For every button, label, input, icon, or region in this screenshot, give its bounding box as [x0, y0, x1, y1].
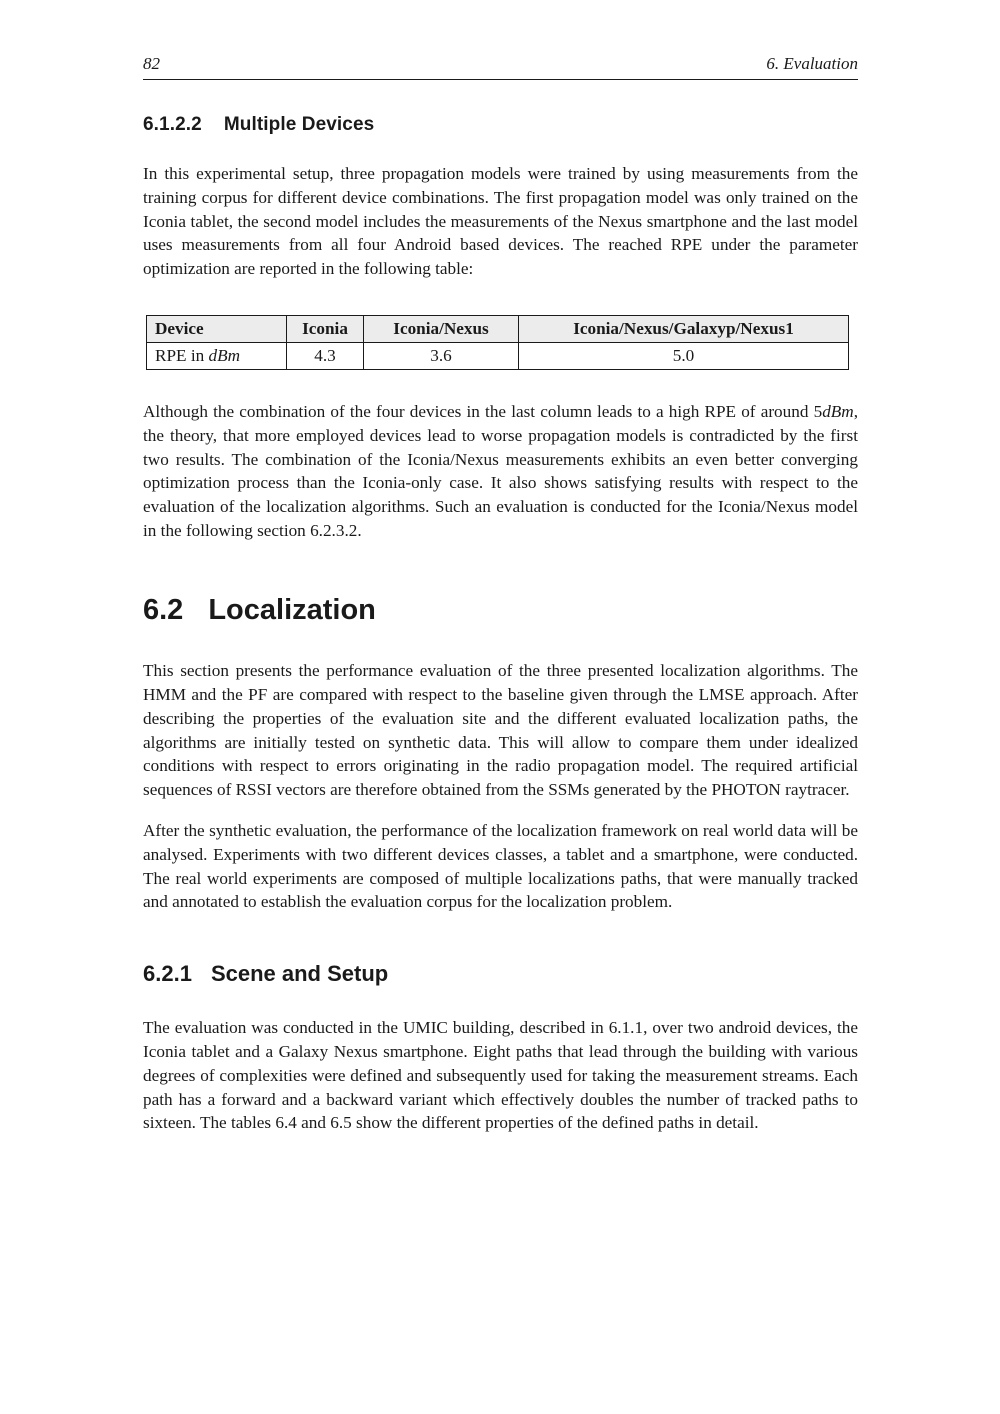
- chapter-title: 6. Evaluation: [766, 54, 858, 73]
- table-value-iconia-nexus: 3.6: [364, 342, 519, 369]
- table-header-device: Device: [147, 315, 287, 342]
- unit-dbm: dBm: [208, 345, 240, 365]
- section-number: 6.1.2.2: [143, 114, 202, 135]
- table-header-row: [147, 315, 849, 342]
- table-value-all-devices: 5.0: [519, 342, 849, 369]
- paragraph-evaluation-building: The evaluation was conducted in the UMIC building, described in 6.1.1, over two android devices, the Iconia tablet and a Galaxy Nexus smartphone. Eight paths that lead through the building with various degrees of complexities were defined and subsequently used for taking the measurement streams. Each path has a forward and a backward variant which effectively doubles the number of tracked paths to sixteen. The tables 6.4 and 6.5 show the different properties of the defined paths in detail.: [143, 1018, 858, 1133]
- section-number: 6.2: [143, 593, 184, 626]
- running-header: [143, 54, 858, 80]
- section-title: Localization: [208, 593, 376, 626]
- page-content: [143, 0, 858, 1135]
- paragraph-real-world: After the synthetic evaluation, the performance of the localization framework on real world data will be analysed. Experiments with two different devices classes, a tablet and a smartphone, were conducted. The real world experiments are composed of multiple localizations paths, that were manually tracked and annotated to establish the evaluation corpus for the localization problem.: [143, 820, 858, 912]
- paragraph-rpe-discussion: Although the combination of the four devices in the last column leads to a high RPE of around 5dBm, the theory, that more employed devices lead to worse propagation models is contradicted by the first two results. The combination of the Iconia/Nexus measurements exhibits an even better converging optimization process than the Iconia-only case. It also shows satisfying results with respect to the evaluation of the localization algorithms. Such an evaluation is conducted for the Iconia/Nexus model in the following section 6.2.3.2.: [143, 401, 858, 540]
- table-header-iconia-nexus: Iconia/Nexus: [364, 315, 519, 342]
- section-number: 6.2.1: [143, 961, 192, 987]
- paragraph-localization-intro: This section presents the performance evaluation of the three presented localization algorithms. The HMM and the PF are compared with respect to the baseline given through the LMSE approach. After describing the properties of the evaluation site and the different evaluated localization paths, the algorithms are initially tested on synthetic data. This will allow to compare them under idealized conditions with respect to errors originating in the radio propagation model. The required artificial sequences of RSSI vectors are therefore obtained from the SSMs generated by the PHOTON raytracer.: [143, 661, 858, 800]
- table-header-all-devices: Iconia/Nexus/Galaxyp/Nexus1: [519, 315, 849, 342]
- inline-unit-dbm: dBm: [822, 401, 854, 421]
- paragraph-experimental-setup: In this experimental setup, three propagation models were trained by using measurements from the training corpus for different device combinations. The first propagation model was only trained on the Iconia tablet, the second model includes the measurements of the Nexus smartphone and the last model uses measurements from all four Android based devices. The reached RPE under the parameter optimization are reported in the following table:: [143, 164, 858, 279]
- table-row-label: RPE in dBm: [147, 342, 287, 369]
- heading-scene-and-setup: [143, 963, 858, 985]
- heading-multiple-devices: [143, 115, 858, 134]
- heading-localization: [143, 595, 858, 625]
- section-title: Scene and Setup: [210, 961, 389, 987]
- section-title: Multiple Devices: [223, 114, 375, 135]
- table-header-iconia: Iconia: [287, 315, 364, 342]
- page-number: 82: [143, 54, 160, 73]
- table-value-iconia: 4.3: [287, 342, 364, 369]
- rpe-results-table: [146, 315, 849, 370]
- table-data-row: [147, 342, 849, 369]
